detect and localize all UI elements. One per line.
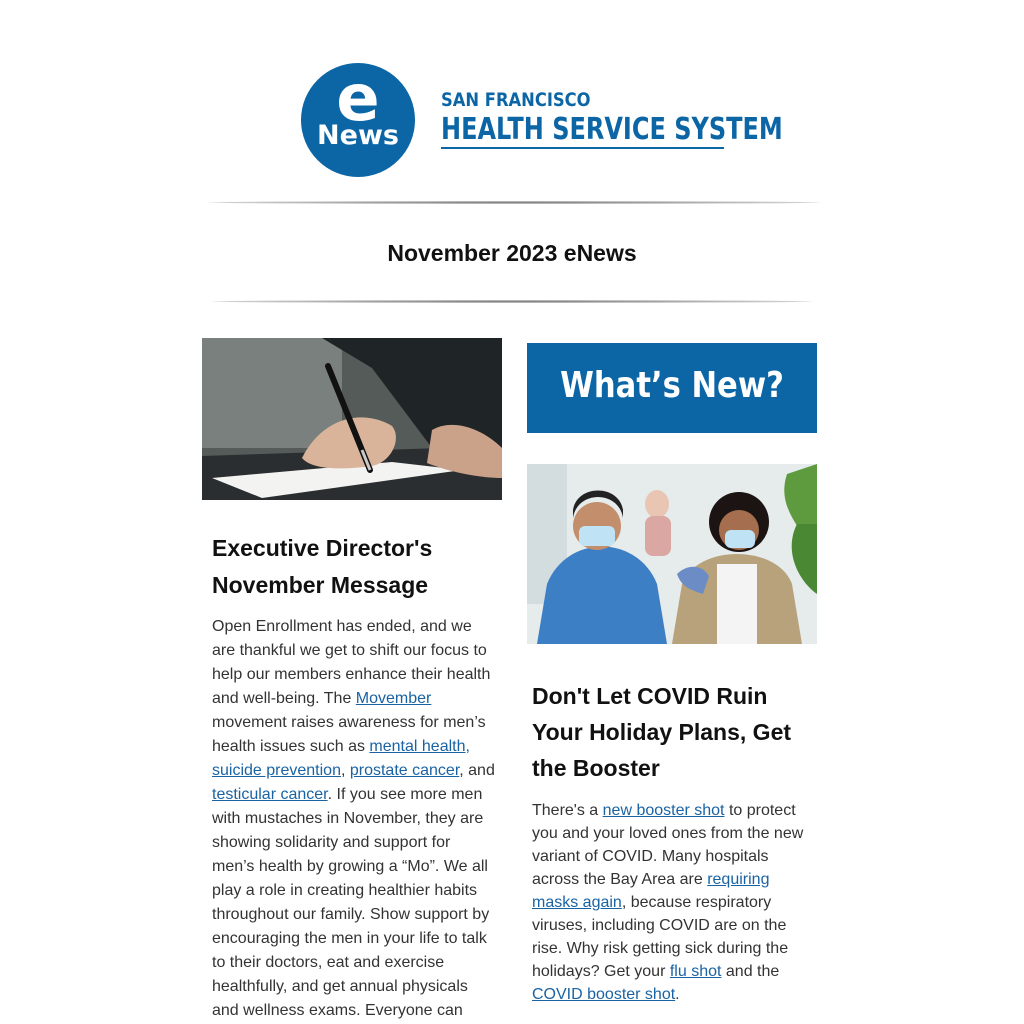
org-name-line1: SAN FRANCISCO [441,89,591,111]
body-text: , because respiratory viruses, including COVID are on the rise. Why risk getting sick during the holidays? Get your [532,894,789,980]
org-name-line2: HEALTH SERVICE SYSTEM [441,112,783,147]
divider-shadow-bottom [212,300,812,303]
logo-letter: e [336,62,380,136]
covid-booster-heading: Don't Let COVID Ruin Your Holiday Plans, Get the Booster [532,683,792,781]
mental-health-link[interactable]: mental health, suicide prevention [212,738,470,779]
org-underline [441,147,724,149]
body-text: and the [721,963,780,980]
whats-new-banner [527,343,817,433]
enews-logo [301,63,415,177]
signing-document-photo [202,338,502,500]
new-booster-shot-link[interactable]: new booster shot [602,802,725,819]
body-text: , and [459,762,495,779]
body-text: to protect you and your loved ones from the new variant of COVID. Many hospitals across the Bay Area are [532,802,804,888]
body-text: , [340,762,350,779]
body-text: There's a [532,802,603,819]
covid-booster-text [532,799,817,1006]
prostate-cancer-link[interactable]: prostate cancer [349,762,460,779]
covid-booster-shot-link[interactable]: COVID booster shot [532,986,676,1003]
flu-shot-link[interactable]: flu shot [669,963,722,980]
requiring-masks-link[interactable]: requiring masks again [532,871,770,911]
executive-director-message [212,615,496,1023]
body-text: movement raises awareness for men’s health issues such as [212,714,486,755]
body-text: . If you see more men with mustaches in November, they are showing solidarity and support for men’s health by growing a “Mo”. We all play a role in creating healthier habits throughout our family. Show support by encouraging the men in your life to talk to their doctors, eat and exercise healthfully, and get annual physicals and wellness exams. Everyone can [212,786,490,1019]
body-text: . [675,986,680,1003]
whats-new-label: What’s New? [560,365,784,406]
body-text: Open Enrollment has ended, and we are thankful we get to shift our focus to help our members enhance their health and well-being. The [212,618,491,707]
logo-word: News [317,120,399,151]
vaccination-photo [527,464,817,644]
issue-title: November 2023 eNews [387,240,637,266]
testicular-cancer-link[interactable]: testicular cancer [212,786,328,803]
executive-director-heading: Executive Director's November Message [212,535,433,598]
divider-shadow-top [208,201,820,204]
movember-link[interactable]: Movember [355,690,432,707]
